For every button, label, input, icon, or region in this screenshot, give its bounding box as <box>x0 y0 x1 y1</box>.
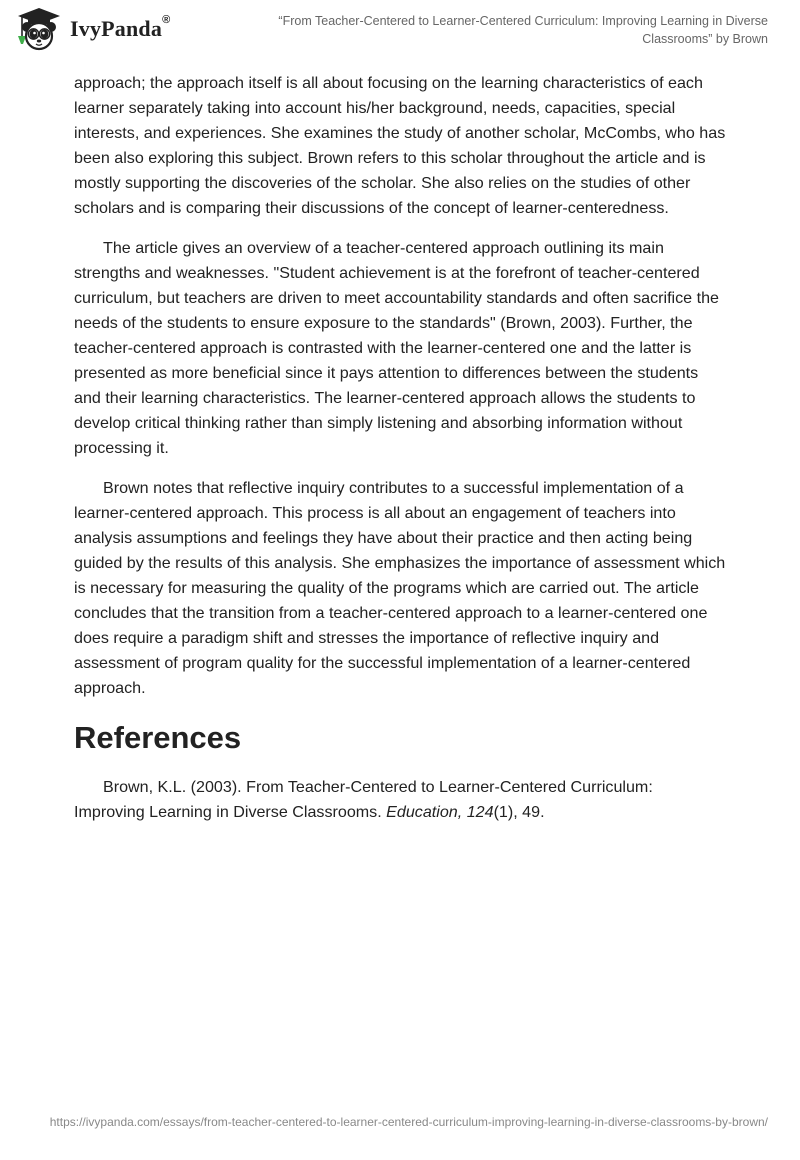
panda-graduate-icon <box>14 6 64 52</box>
document-title: “From Teacher-Centered to Learner-Centered Curriculum: Improving Learning in Diverse Classrooms” by Brown <box>278 14 768 46</box>
paragraph-2: The article gives an overview of a teacher-centered approach outlining its main strengths and weaknesses. "Student achievement is at the forefront of teacher-centered curriculum, but teachers are driven to meet accountability standards and often sacrifice the needs of the students to ensure exposure to the standards" (Brown, 2003). Further, the teacher-centered approach is contrasted with the learner-centered one and the latter is presented as more beneficial since it pays attention to differences between the students and their learning characteristics. The learner-centered approach allows the students to develop critical thinking rather than simply listening and absorbing information without processing it. <box>74 239 719 457</box>
paragraph-1: approach; the approach itself is all about focusing on the learning characteristics of each learner separately taking into account his/her background, needs, capacities, special interests, and experiences. She examines the study of another scholar, McCombs, who has been also exploring this subject. Brown refers to this scholar throughout the article and is mostly supporting the discoveries of the scholar. She also relies on the studies of other scholars and is comparing their discussions of the concept of learner-centeredness. <box>74 74 726 217</box>
reference-issue: (1), 49. <box>493 803 545 821</box>
reference-entry <box>74 775 726 825</box>
logo-text: IvyPanda <box>70 16 163 41</box>
logo-wordmark <box>70 16 170 42</box>
reference-text: Brown, K.L. (2003). From Teacher-Centered to Learner-Centered Curriculum: Improving Learning in Diverse Classrooms. <box>74 778 653 821</box>
registered-mark: ® <box>162 14 171 26</box>
page-header <box>0 0 800 60</box>
paragraph-3: Brown notes that reflective inquiry contributes to a successful implementation of a learner-centered approach. This process is all about an engagement of teachers into analysis assumptions and feelings they have about their practice and then acting being guided by the results of this analysis. She emphasizes the importance of assessment which is necessary for measuring the quality of the programs which are carried out. The article concludes that the transition from a teacher-centered approach to a learner-centered one does require a paradigm shift and stresses the importance of reflective inquiry and assessment of program quality for the successful implementation of a learner-centered approach. <box>74 479 726 697</box>
page-url-footer[interactable]: https://ivypanda.com/essays/from-teacher-centered-to-learner-centered-curriculum-improving-learning-in-diverse-classrooms-by-brown/ <box>49 1115 768 1129</box>
ivypanda-logo[interactable] <box>14 6 170 52</box>
references-heading: References <box>74 720 242 755</box>
essay-body <box>74 71 726 825</box>
reference-journal: Education, 124 <box>386 803 494 821</box>
